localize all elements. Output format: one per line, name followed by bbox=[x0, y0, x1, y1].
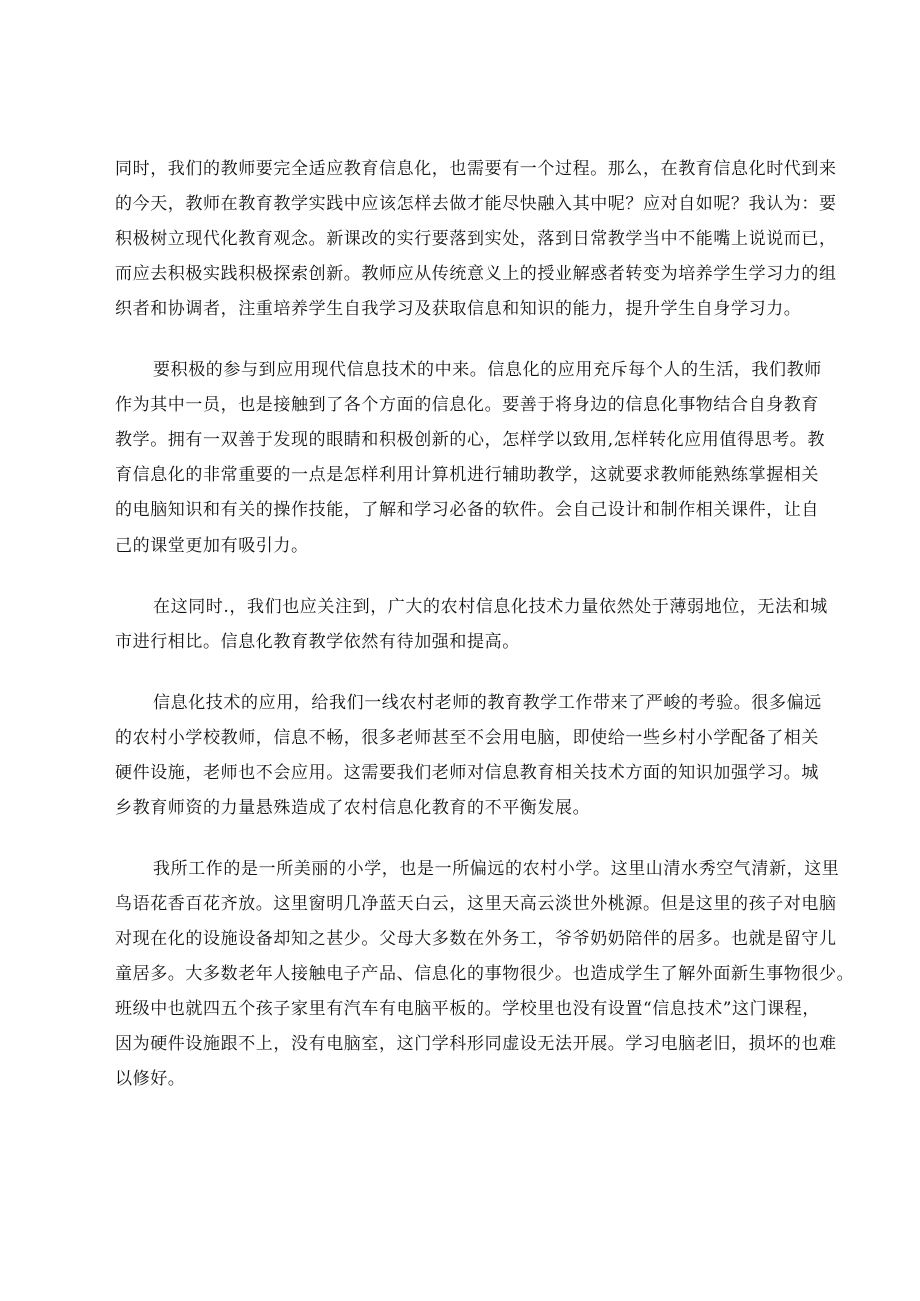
paragraph-line: 的今天，教师在教育教学实践中应该怎样去做才能尽快融入其中呢？应对自如呢？我认为：要 bbox=[115, 194, 837, 214]
paragraph-line: 己的课堂更加有吸引力。 bbox=[115, 536, 309, 556]
paragraph-line: 市进行相比。信息化教育教学依然有待加强和提高。 bbox=[115, 632, 520, 652]
paragraph-line: 硬件设施，老师也不会应用。这需要我们老师对信息教育相关技术方面的知识加强学习。城 bbox=[115, 763, 819, 783]
paragraph-line: 对现在化的设施设备却知之甚少。父母大多数在外务工，爷爷奶奶陪伴的居多。也就是留守儿 bbox=[115, 929, 837, 949]
paragraph-line: 织者和协调者，注重培养学生自我学习及获取信息和知识的能力，提升学生自身学习力。 bbox=[115, 299, 802, 319]
paragraph-line: 鸟语花香百花齐放。这里窗明几净蓝天白云，这里天高云淡世外桃源。但是这里的孩子对电脑 bbox=[115, 894, 837, 914]
paragraph-line: 以修好。 bbox=[115, 1069, 186, 1089]
paragraph-line: 的农村小学校教师，信息不畅，很多老师甚至不会用电脑，即使给一些乡村小学配备了相关 bbox=[115, 728, 819, 748]
paragraph-line: 信息化技术的应用，给我们一线农村老师的教育教学工作带来了严峻的考验。很多偏远 bbox=[153, 693, 822, 713]
paragraph-line: 同时，我们的教师要完全适应教育信息化，也需要有一个过程。那么，在教育信息化时代到来 bbox=[115, 159, 837, 179]
paragraph-line: 乡教育师资的力量悬殊造成了农村信息化教育的不平衡发展。 bbox=[115, 798, 591, 818]
paragraph-line: 要积极的参与到应用现代信息技术的中来。信息化的应用充斥每个人的生活，我们教师 bbox=[153, 360, 822, 380]
paragraph-line: 育信息化的非常重要的一点是怎样利用计算机进行辅助教学，这就要求教师能熟练掌握相关 bbox=[115, 465, 819, 485]
paragraph-line: 我所工作的是一所美丽的小学，也是一所偏远的农村小学。这里山清水秀空气清新，这里 bbox=[153, 859, 840, 879]
paragraph-line: 因为硬件设施跟不上，没有电脑室，这门学科形同虚设无法开展。学习电脑老旧，损坏的也难 bbox=[115, 1034, 837, 1054]
paragraph-line: 作为其中一员，也是接触到了各个方面的信息化。要善于将身边的信息化事物结合自身教育 bbox=[115, 395, 819, 415]
paragraph-line: 积极树立现代化教育观念。新课改的实行要落到实处，落到日常教学当中不能嘴上说说而已， bbox=[115, 229, 837, 249]
paragraph-line: 在这同时.，我们也应关注到，广大的农村信息化技术力量依然处于薄弱地位，无法和城 bbox=[153, 597, 828, 617]
paragraph-line: 班级中也就四五个孩子家里有汽车有电脑平板的。学校里也没有设置“信息技术”这门课程， bbox=[115, 999, 820, 1019]
paragraph-line: 的电脑知识和有关的操作技能，了解和学习必备的软件。会自己设计和制作相关课件，让自 bbox=[115, 500, 819, 520]
paragraph-line: 教学。拥有一双善于发现的眼睛和积极创新的心，怎样学以致用,怎样转化应用值得思考。教 bbox=[115, 430, 826, 450]
paragraph-line: 童居多。大多数老年人接触电子产品、信息化的事物很少。也造成学生了解外面新生事物很少。 bbox=[115, 964, 855, 984]
paragraph-line: 而应去积极实践积极探索创新。教师应从传统意义上的授业解惑者转变为培养学生学习力的组 bbox=[115, 264, 837, 284]
